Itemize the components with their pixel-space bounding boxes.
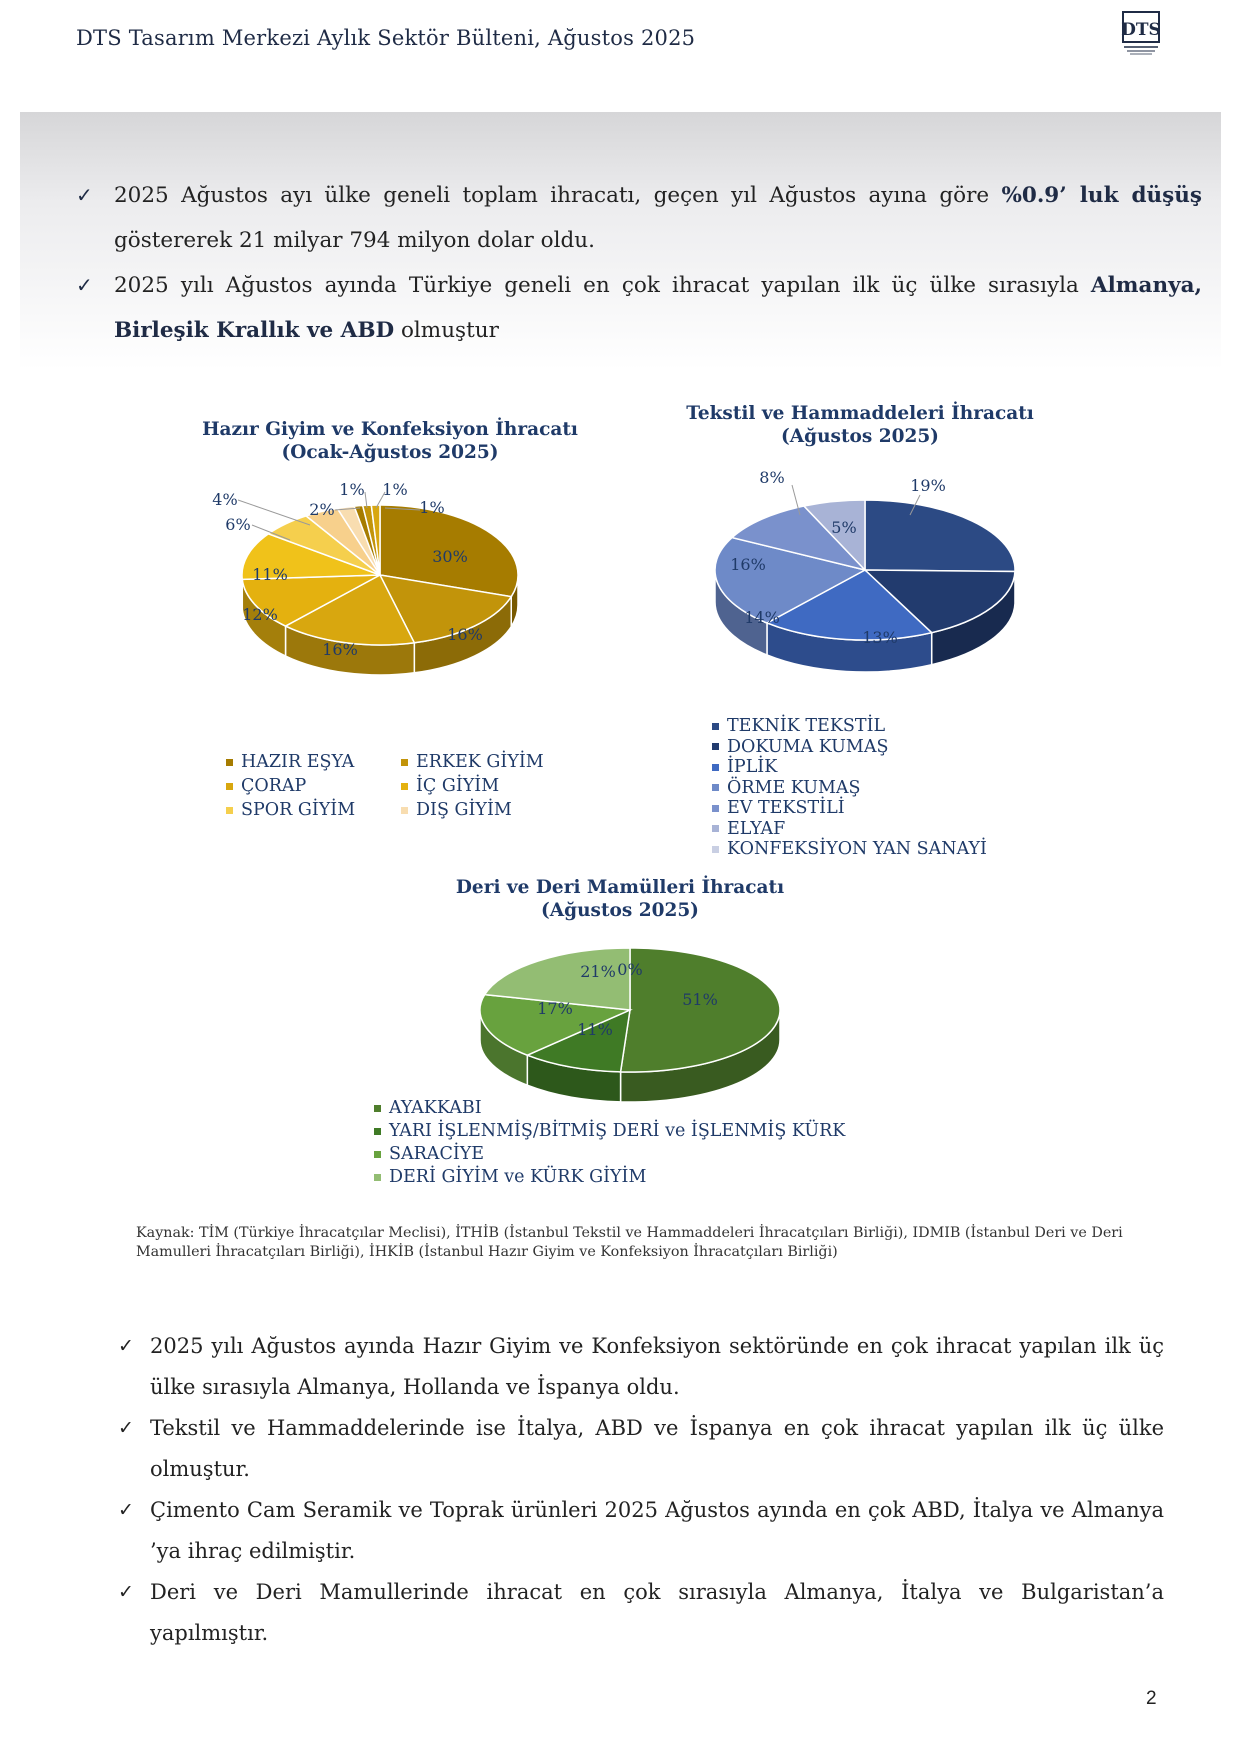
data-label: 14% [744, 608, 780, 627]
pie-slice [865, 500, 1015, 571]
page-number: 2 [1146, 1688, 1157, 1709]
legend-item: ERKEK GİYİM [401, 752, 576, 772]
legend-item: İPLİK [712, 757, 987, 778]
legend-swatch [374, 1174, 381, 1181]
data-label: 11% [252, 565, 288, 584]
legend-item: ÇORAP [226, 776, 401, 796]
data-label: 16% [730, 555, 766, 574]
legend-swatch [226, 807, 233, 814]
apparel-chart-title: Hazır Giyim ve Konfeksiyon İhracatı (Ocak-Ağustos 2025) [202, 419, 578, 463]
legend-swatch [712, 825, 719, 832]
legend-item: İÇ GİYİM [401, 776, 576, 796]
svg-text:DTS: DTS [1121, 20, 1161, 40]
data-label: 0% [617, 960, 643, 979]
data-label: 5% [831, 518, 857, 537]
legend-item: SARACİYE [374, 1143, 845, 1166]
legend-swatch [712, 805, 719, 812]
legend-item: TEKNİK TEKSTİL [712, 716, 987, 737]
dts-logo [1118, 10, 1164, 56]
legend-item: DERİ GİYİM ve KÜRK GİYİM [374, 1166, 845, 1189]
legend-item: ELYAF [712, 819, 987, 840]
page-header-title: DTS Tasarım Merkezi Aylık Sektör Bülteni, Ağustos 2025 [76, 26, 696, 50]
data-label: 6% [225, 515, 251, 534]
textile-pie-chart [700, 465, 1040, 695]
leather-legend [374, 1097, 845, 1189]
legend-item: ÖRME KUMAŞ [712, 778, 987, 799]
legend-swatch [401, 807, 408, 814]
legend-item: YARI İŞLENMİŞ/BİTMİŞ DERİ ve İŞLENMİŞ KÜRK [374, 1120, 845, 1143]
data-label: 30% [432, 547, 468, 566]
legend-swatch [401, 783, 408, 790]
legend-swatch [712, 764, 719, 771]
data-label: 1% [382, 480, 408, 499]
checkmark-icon: ✓ [118, 1581, 134, 1603]
legend-item: HAZIR EŞYA [226, 752, 401, 772]
data-label: 11% [577, 1020, 613, 1039]
data-label: 8% [759, 468, 785, 487]
checkmark-icon: ✓ [118, 1417, 134, 1439]
data-label: 19% [910, 476, 946, 495]
data-label: 21% [580, 962, 616, 981]
apparel-legend [226, 752, 586, 820]
sector-bullet: ✓ Tekstil ve Hammaddelerinde ise İtalya, ABD ve İspanya en çok ihracat yapılan ilk üç ülke olmuştur. [118, 1408, 1164, 1490]
sector-bullet: ✓ Deri ve Deri Mamullerinde ihracat en çok sırasıyla Almanya, İtalya ve Bulgaristan’a yapılmıştır. [118, 1572, 1164, 1654]
legend-swatch [226, 759, 233, 766]
textile-legend [712, 716, 987, 860]
legend-item: KONFEKSİYON YAN SANAYİ [712, 839, 987, 860]
legend-swatch [374, 1151, 381, 1158]
checkmark-icon: ✓ [118, 1499, 134, 1521]
textile-chart-title: Tekstil ve Hammaddeleri İhracatı (Ağustos 2025) [686, 403, 1034, 447]
legend-item: AYAKKABI [374, 1097, 845, 1120]
data-label: 2% [309, 500, 335, 519]
legend-item: SPOR GİYİM [226, 800, 401, 820]
legend-swatch [401, 759, 408, 766]
sector-bullets [118, 1326, 1164, 1654]
checkmark-icon: ✓ [76, 273, 93, 297]
legend-item: EV TEKSTİLİ [712, 798, 987, 819]
data-label: 17% [537, 999, 573, 1018]
legend-swatch [374, 1128, 381, 1135]
legend-swatch [226, 783, 233, 790]
sector-bullet: ✓ 2025 yılı Ağustos ayında Hazır Giyim ve Konfeksiyon sektöründe en çok ihracat yapılan ilk üç ülke sırasıyla Almanya, Hollanda ve İspanya oldu. [118, 1326, 1164, 1408]
data-label: 12% [242, 605, 278, 624]
data-label: 51% [682, 990, 718, 1009]
legend-swatch [374, 1105, 381, 1112]
checkmark-icon: ✓ [76, 183, 93, 207]
summary-item: ✓ 2025 yılı Ağustos ayında Türkiye geneli en çok ihracat yapılan ilk üç ülke sırasıyla Almanya, Birleşik Krallık ve ABD olmuştur [76, 263, 1202, 353]
legend-swatch [712, 743, 719, 750]
apparel-pie-chart [200, 480, 560, 720]
summary-item: ✓ 2025 Ağustos ayı ülke geneli toplam ihracatı, geçen yıl Ağustos ayına göre %0.9’ luk düşüş göstererek 21 milyar 794 milyon dolar oldu. [76, 173, 1202, 263]
source-note: Kaynak: TİM (Türkiye İhracatçılar Meclisi), İTHİB (İstanbul Tekstil ve Hammaddeleri İhracatçıları Birliği), IDMIB (İstanbul Deri ve Deri Mamulleri İhracatçıları Birliği), İHKİB (İstanbul Hazır Giyim ve Konfeksiyon İhracatçıları Birliği) [136, 1225, 1123, 1260]
legend-swatch [712, 846, 719, 853]
legend-swatch [712, 784, 719, 791]
data-label: 13% [862, 628, 898, 647]
summary-bullets [76, 173, 1202, 353]
legend-swatch [712, 723, 719, 730]
data-label: 1% [339, 480, 365, 499]
data-label: 16% [322, 640, 358, 659]
legend-item: DIŞ GİYİM [401, 800, 576, 820]
data-label: 16% [447, 625, 483, 644]
checkmark-icon: ✓ [118, 1335, 134, 1357]
data-label: 1% [419, 498, 445, 517]
data-label: 4% [212, 490, 238, 509]
leather-chart-title: Deri ve Deri Mamülleri İhracatı (Ağustos 2025) [455, 877, 785, 921]
leather-pie-chart [470, 935, 790, 1110]
legend-item: DOKUMA KUMAŞ [712, 737, 987, 758]
sector-bullet: ✓ Çimento Cam Seramik ve Toprak ürünleri 2025 Ağustos ayında en çok ABD, İtalya ve Almanya ’ya ihraç edilmiştir. [118, 1490, 1164, 1572]
